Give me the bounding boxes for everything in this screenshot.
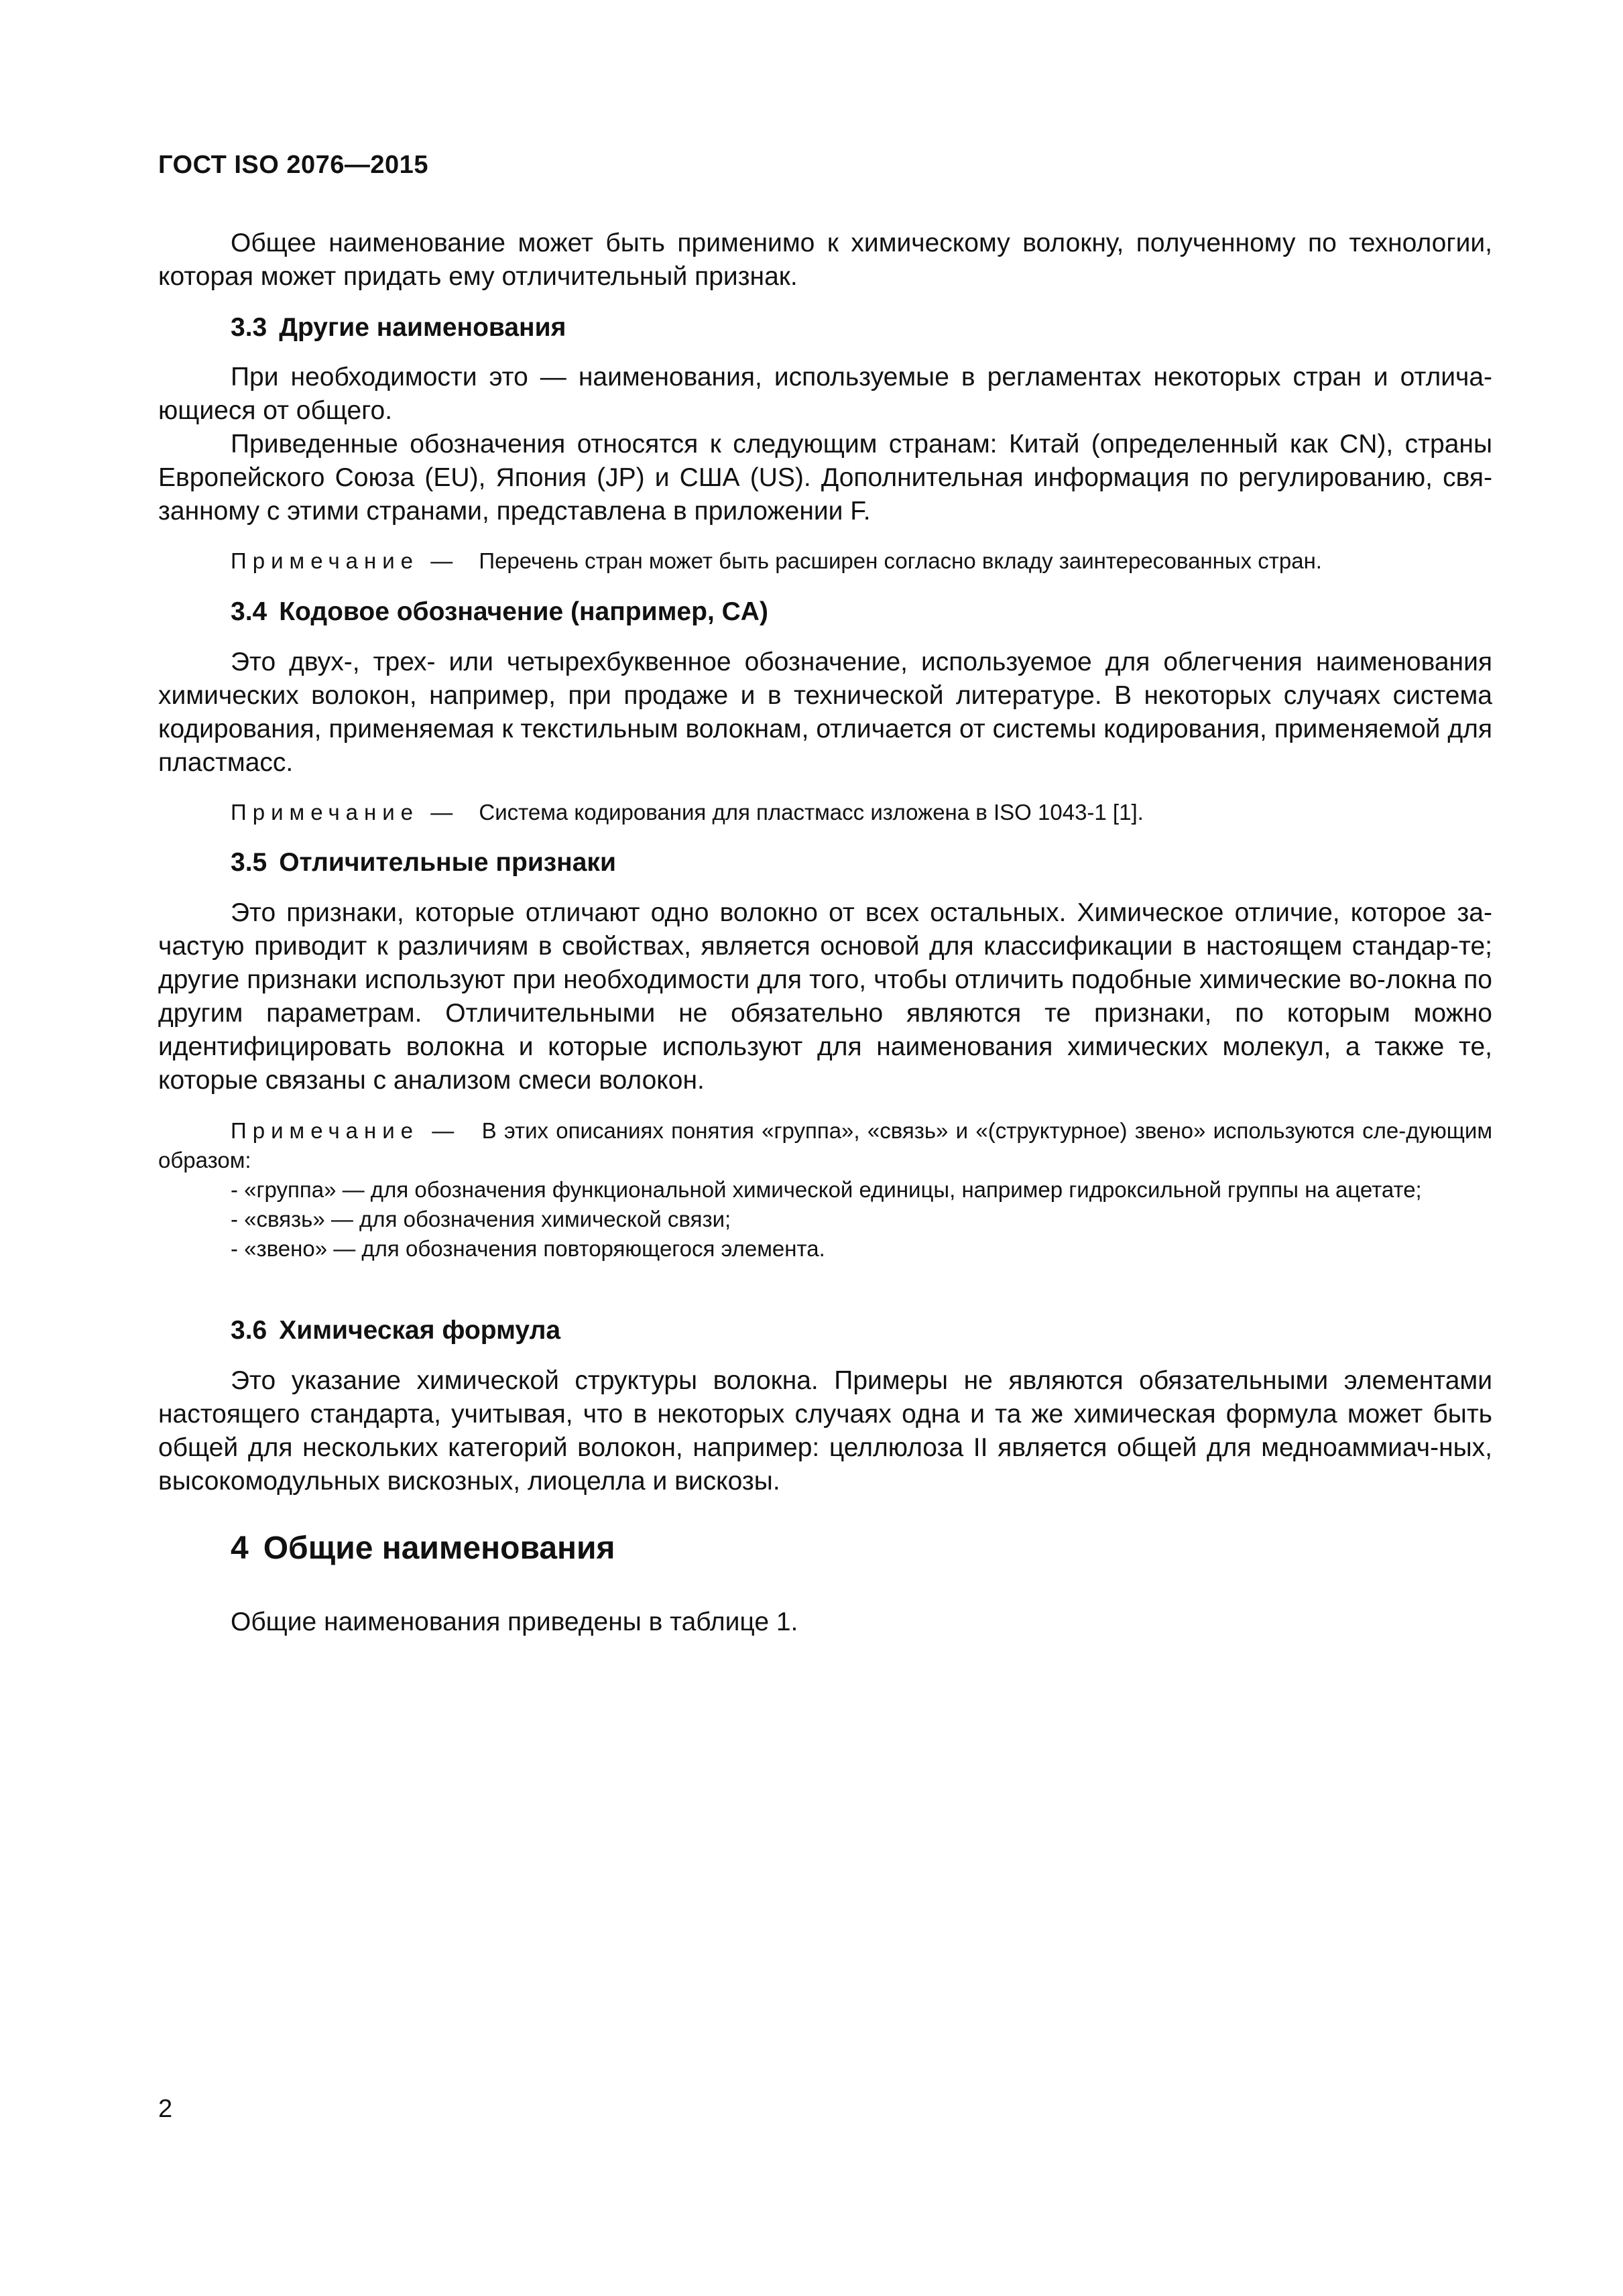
section-title: Другие наименования — [279, 313, 566, 342]
section-3-5-heading — [231, 846, 616, 880]
note-text: Перечень стран может быть расширен согласно вкладу заинтересованных стран. — [479, 548, 1322, 573]
note-dash: — — [430, 800, 453, 825]
section-3-3-heading — [231, 311, 566, 345]
note-list-item: - «группа» — для обозначения функциональной химической единицы, например гидроксильной группы на ацетате; — [231, 1177, 1422, 1202]
section-3-6-paragraph: Это указание химической структуры волокна. Примеры не являются обязательными элементами настоящего стандарта, учитывая, что в некоторых случаях одна и та же химическая формула может быть общей для нескольких категорий волокон, например: целлюлоза II является общей для медноаммиач-ных, высокомодульных вискозных, лиоцелла и вискозы. — [158, 1366, 1492, 1496]
page-number: 2 — [158, 2095, 173, 2123]
chapter-title: Общие наименования — [263, 1530, 615, 1566]
section-number: 3.6 — [231, 1316, 267, 1345]
note-list-item: - «связь» — для обозначения химической связи; — [231, 1207, 731, 1231]
note-label: Примечание — [231, 548, 420, 573]
note-text: В этих описаниях понятия «группа», «связь» и «(структурное) звено» используются сле-дующим образом: — [158, 1118, 1493, 1172]
section-3-3-paragraph-2: Приведенные обозначения относятся к следующим странам: Китай (определенный как CN), страны Европейского Союза (EU), Япония (JP) и США (US). Дополнительная информация по регулированию, свя-занному с этими странами, представлена в приложении F. — [158, 430, 1492, 526]
section-3-5-note-list — [158, 1175, 1492, 1264]
chapter-number: 4 — [231, 1530, 249, 1566]
section-3-3-note — [158, 546, 1492, 576]
section-3-3-paragraph-1: При необходимости это — наименования, используемые в регламентах некоторых стран и отлича-ющиеся от общего. — [158, 363, 1492, 425]
section-number: 3.5 — [231, 848, 267, 877]
note-dash: — — [432, 1118, 455, 1143]
section-3-4-note — [158, 798, 1492, 827]
chapter-4-heading — [231, 1528, 615, 1569]
section-3-5-note — [158, 1116, 1492, 1175]
section-3-5-paragraph: Это признаки, которые отличают одно волокно от всех остальных. Химическое отличие, которое за-частую приводит к различиям в свойствах, является основой для классификации в настоящем стандар-те; другие признаки используют при необходимости для того, чтобы отличить подобные химические во-локна по другим параметрам. Отличительными не обязательно являются те признаки, по которым можно идентифицировать волокна и которые используют для наименования химических молекул, а также те, которые связаны с анализом смеси волокон. — [158, 898, 1492, 1095]
chapter-4-paragraph: Общие наименования приведены в таблице 1. — [231, 1608, 798, 1636]
note-label: Примечание — [231, 1118, 420, 1143]
document-code-header: ГОСТ ISO 2076—2015 — [158, 151, 428, 179]
intro-paragraph: Общее наименование может быть применимо к химическому волокну, полученному по технологии, которая может придать ему отличительный признак. — [158, 229, 1492, 291]
note-list-item: - «звено» — для обозначения повторяющегося элемента. — [231, 1236, 825, 1261]
section-title: Химическая формула — [279, 1316, 561, 1345]
section-number: 3.3 — [231, 313, 267, 342]
section-3-6-heading — [231, 1314, 560, 1347]
note-text: Система кодирования для пластмасс изложена в ISO 1043-1 [1]. — [479, 800, 1144, 825]
section-title: Отличительные признаки — [279, 848, 616, 877]
note-label: Примечание — [231, 800, 420, 825]
section-number: 3.4 — [231, 597, 267, 626]
section-title: Кодовое обозначение (например, CA) — [279, 597, 768, 626]
note-dash: — — [430, 548, 453, 573]
section-3-4-paragraph: Это двух-, трех- или четырехбуквенное обозначение, используемое для облегчения наименования химических волокон, например, при продаже и в технической литературе. В некоторых случаях система кодирования, применяемая к текстильным волокнам, отличается от системы кодирования, применяемой для пластмасс. — [158, 648, 1492, 777]
section-3-4-heading — [231, 595, 768, 629]
